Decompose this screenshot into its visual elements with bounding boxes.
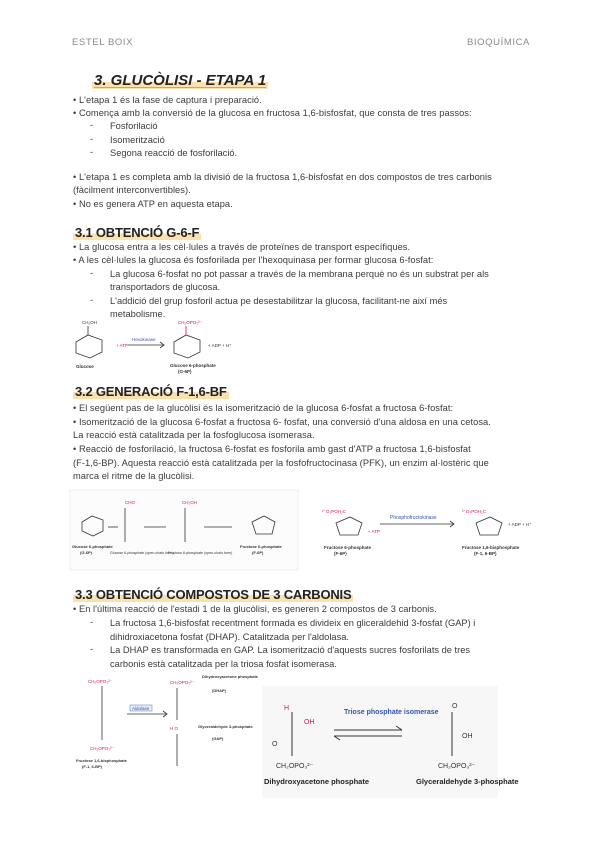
svg-text:CH₂OPO₃²⁻: CH₂OPO₃²⁻: [178, 320, 202, 325]
gap-label: Glyceraldehyde 3-phosphate: [198, 724, 253, 729]
dhap-abbr: (DHAP): [212, 688, 226, 693]
svg-text:H: H: [284, 705, 290, 712]
s33-d1b: dihidroxiacetona fosfat (DHAP). Catalitzada per l'aldolasa.: [110, 632, 349, 642]
dash: -: [90, 295, 94, 305]
s31-d2b: metabolisme.: [110, 309, 166, 319]
tpi-figure: [262, 686, 519, 798]
s31-d2a: L'addició del grup fosforil actua pe desestabilitzar la glucosa, facilitant-ne així més: [110, 296, 448, 306]
page-title: 3. GLUCÒLISI - ETAPA 1: [94, 72, 267, 89]
g6p-abbr: (G-6P): [80, 550, 92, 555]
svg-text:²⁻O₃POH₂C: ²⁻O₃POH₂C: [322, 509, 346, 514]
pfk-byproduct: + ADP + H⁺: [508, 522, 532, 527]
g6p-label: Glucose 6-phosphate: [72, 544, 113, 549]
s32-p3b: (F-1,6-BP). Aquesta reacció està catalitzada per la fosfofructocinasa (PFK), un enzim al·lostèric que: [73, 458, 489, 468]
svg-text:OH: OH: [462, 733, 473, 740]
dash: -: [90, 120, 94, 130]
s32-p3c: marca el ritme de la glucòlisi.: [73, 471, 195, 481]
s33-p1: • En l'última reacció de l'estadi 1 de la glucòlisi, es generen 2 compostos de 3 carbonis.: [73, 604, 437, 614]
dash: -: [90, 617, 94, 627]
product-label: Glucose 6-phosphate: [170, 363, 216, 368]
f16bp-label: Fructose 1,6-bisphosphate: [462, 545, 520, 550]
glucose-label: Glucose: [76, 364, 94, 369]
s31-p2: • A les cèl·lules la glucosa és fosforilada per l'hexoquinasa per formar glucosa 6-fosfat:: [73, 255, 434, 265]
f16bp-3-label: Fructose 1,6-bisphosphate: [76, 758, 127, 763]
svg-text:CH₂OPO₃²⁻: CH₂OPO₃²⁻: [438, 763, 476, 770]
s32-p1: • El següent pas de la glucòlisi és la isomerització de la glucosa 6-fosfat a fructosa 6-fosfat:: [73, 403, 454, 413]
g6p-ring: [174, 335, 200, 358]
dhap-label: Dihydroxyacetone phosphate: [202, 674, 259, 679]
f16bp-3-abbr: (F-1, 6-BP): [82, 764, 102, 769]
header-author: ESTEL BOIX: [72, 37, 134, 48]
intro-p4: • No es genera ATP en aquesta etapa.: [73, 199, 233, 209]
s32-p3a: • Reacció de fosforilació, la fructosa 6-fosfat es fosforila amb gast d'ATP a fructosa 1,6-bisfosfat: [73, 444, 471, 454]
glucose-ring: [76, 335, 102, 358]
svg-text:CH₂OPO₃²⁻: CH₂OPO₃²⁻: [170, 680, 194, 685]
svg-text:CH₂OH: CH₂OH: [82, 320, 97, 325]
section-3-1-title: 3.1 OBTENCIÓ G-6-F: [75, 225, 200, 240]
pfk-reaction-figure: [316, 497, 542, 567]
svg-text:CH₂OPO₃²⁻: CH₂OPO₃²⁻: [276, 763, 314, 770]
dash: -: [90, 268, 94, 278]
intro-p3b: (fàcilment interconvertibles).: [73, 185, 191, 195]
s33-d2b: carbonis està catalitzada per la triosa fosfat isomerasa.: [110, 659, 337, 669]
intro-p2: • Comença amb la conversió de la glucosa en fructosa 1,6-bisfosfat, que consta de tres passos:: [73, 108, 472, 118]
product-abbr: (G-6P): [178, 369, 192, 374]
intro-p1: • L'etapa 1 és la fase de captura i preparació.: [73, 95, 262, 105]
svg-text:OH: OH: [304, 719, 315, 726]
tpi-label: Triose phosphate isomerase: [344, 709, 439, 716]
dhap-tpi-label: Dihydroxyacetone phosphate: [264, 777, 370, 786]
atp-label: + ATP: [116, 343, 129, 348]
f6p-open-label: Fructose 6-phosphate (open-chain form): [168, 551, 233, 555]
svg-text:O: O: [272, 741, 278, 748]
s32-p2a: • Isomerització de la glucosa 6-fosfat a fructosa 6- fosfat, una conversió d'una aldosa en una cetosa.: [73, 417, 491, 427]
aldolase-label: Aldolase: [132, 706, 150, 711]
aldolase-figure: [72, 670, 260, 790]
f6p-label: Fructose 6-phosphate: [240, 544, 282, 549]
hexokinase-reaction-figure: [68, 318, 268, 376]
step-1: Fosforilació: [110, 121, 158, 131]
dash: -: [90, 147, 94, 157]
s31-d1a: La glucosa 6-fosfat no pot passar a través de la membrana perquè no és un substrat per als: [110, 269, 489, 279]
enzyme-label: Hexokinase: [132, 337, 156, 342]
s31-p1: • La glucosa entra a les cèl·lules a través de proteïnes de transport específiques.: [73, 242, 411, 252]
svg-text:H O: H O: [170, 726, 179, 731]
section-3-2-title: 3.2 GENERACIÓ F-1,6-BF: [75, 384, 227, 399]
g6p-open-label: Glucose 6-phosphate (open-chain form): [110, 551, 174, 555]
pfk-enzyme-label: Phosphofructokinase: [390, 515, 437, 521]
s32-p2b: La reacció està catalitzada per la fosfoglucosa isomerasa.: [73, 430, 315, 440]
pfk-atp-label: + ATP: [368, 529, 381, 534]
svg-text:CH₂OPO₃²⁻: CH₂OPO₃²⁻: [90, 746, 114, 751]
f6p-left-abbr: (F-6P): [334, 551, 347, 556]
step-3: Segona reacció de fosforilació.: [110, 148, 238, 158]
isomerization-figure: [70, 490, 298, 570]
section-3-3-title: 3.3 OBTENCIÓ COMPOSTOS DE 3 CARBONIS: [75, 587, 352, 602]
intro-p3a: • L'etapa 1 es completa amb la divisió de la fructosa 1,6-bisfosfat en dos compostos de tres carbonis: [73, 172, 492, 182]
svg-text:CH₂OH: CH₂OH: [182, 500, 197, 505]
svg-text:CHO: CHO: [125, 500, 135, 505]
svg-text:²⁻O₃POH₂C: ²⁻O₃POH₂C: [462, 509, 486, 514]
s33-d2a: La DHAP es transformada en GAP. La isomerització d'aquests sucres fosforilats de tres: [110, 645, 471, 655]
gap-tpi-label: Glyceraldehyde 3-phosphate: [416, 777, 519, 786]
svg-text:CH₂OPO₃²⁻: CH₂OPO₃²⁻: [88, 679, 112, 684]
svg-text:O: O: [452, 703, 458, 710]
dash: -: [90, 644, 94, 654]
s33-d1a: La fructosa 1,6-bisfosfat recentment formada es divideix en gliceraldehid 3-fosfat (GAP) i: [110, 618, 476, 628]
gap-abbr: (GAP): [212, 736, 224, 741]
f6p-left-label: Fructose 6-phosphate: [324, 545, 372, 550]
byproduct-label: + ADP + H⁺: [208, 343, 232, 348]
f6p-abbr: (F-6P): [252, 550, 264, 555]
f16bp-abbr: (F-1, 6-BP): [474, 551, 497, 556]
header-subject: BIOQUÍMICA: [466, 37, 530, 48]
step-2: Isomerització: [110, 135, 165, 145]
dash: -: [90, 134, 94, 144]
s31-d1b: transportadors de glucosa.: [110, 282, 221, 292]
